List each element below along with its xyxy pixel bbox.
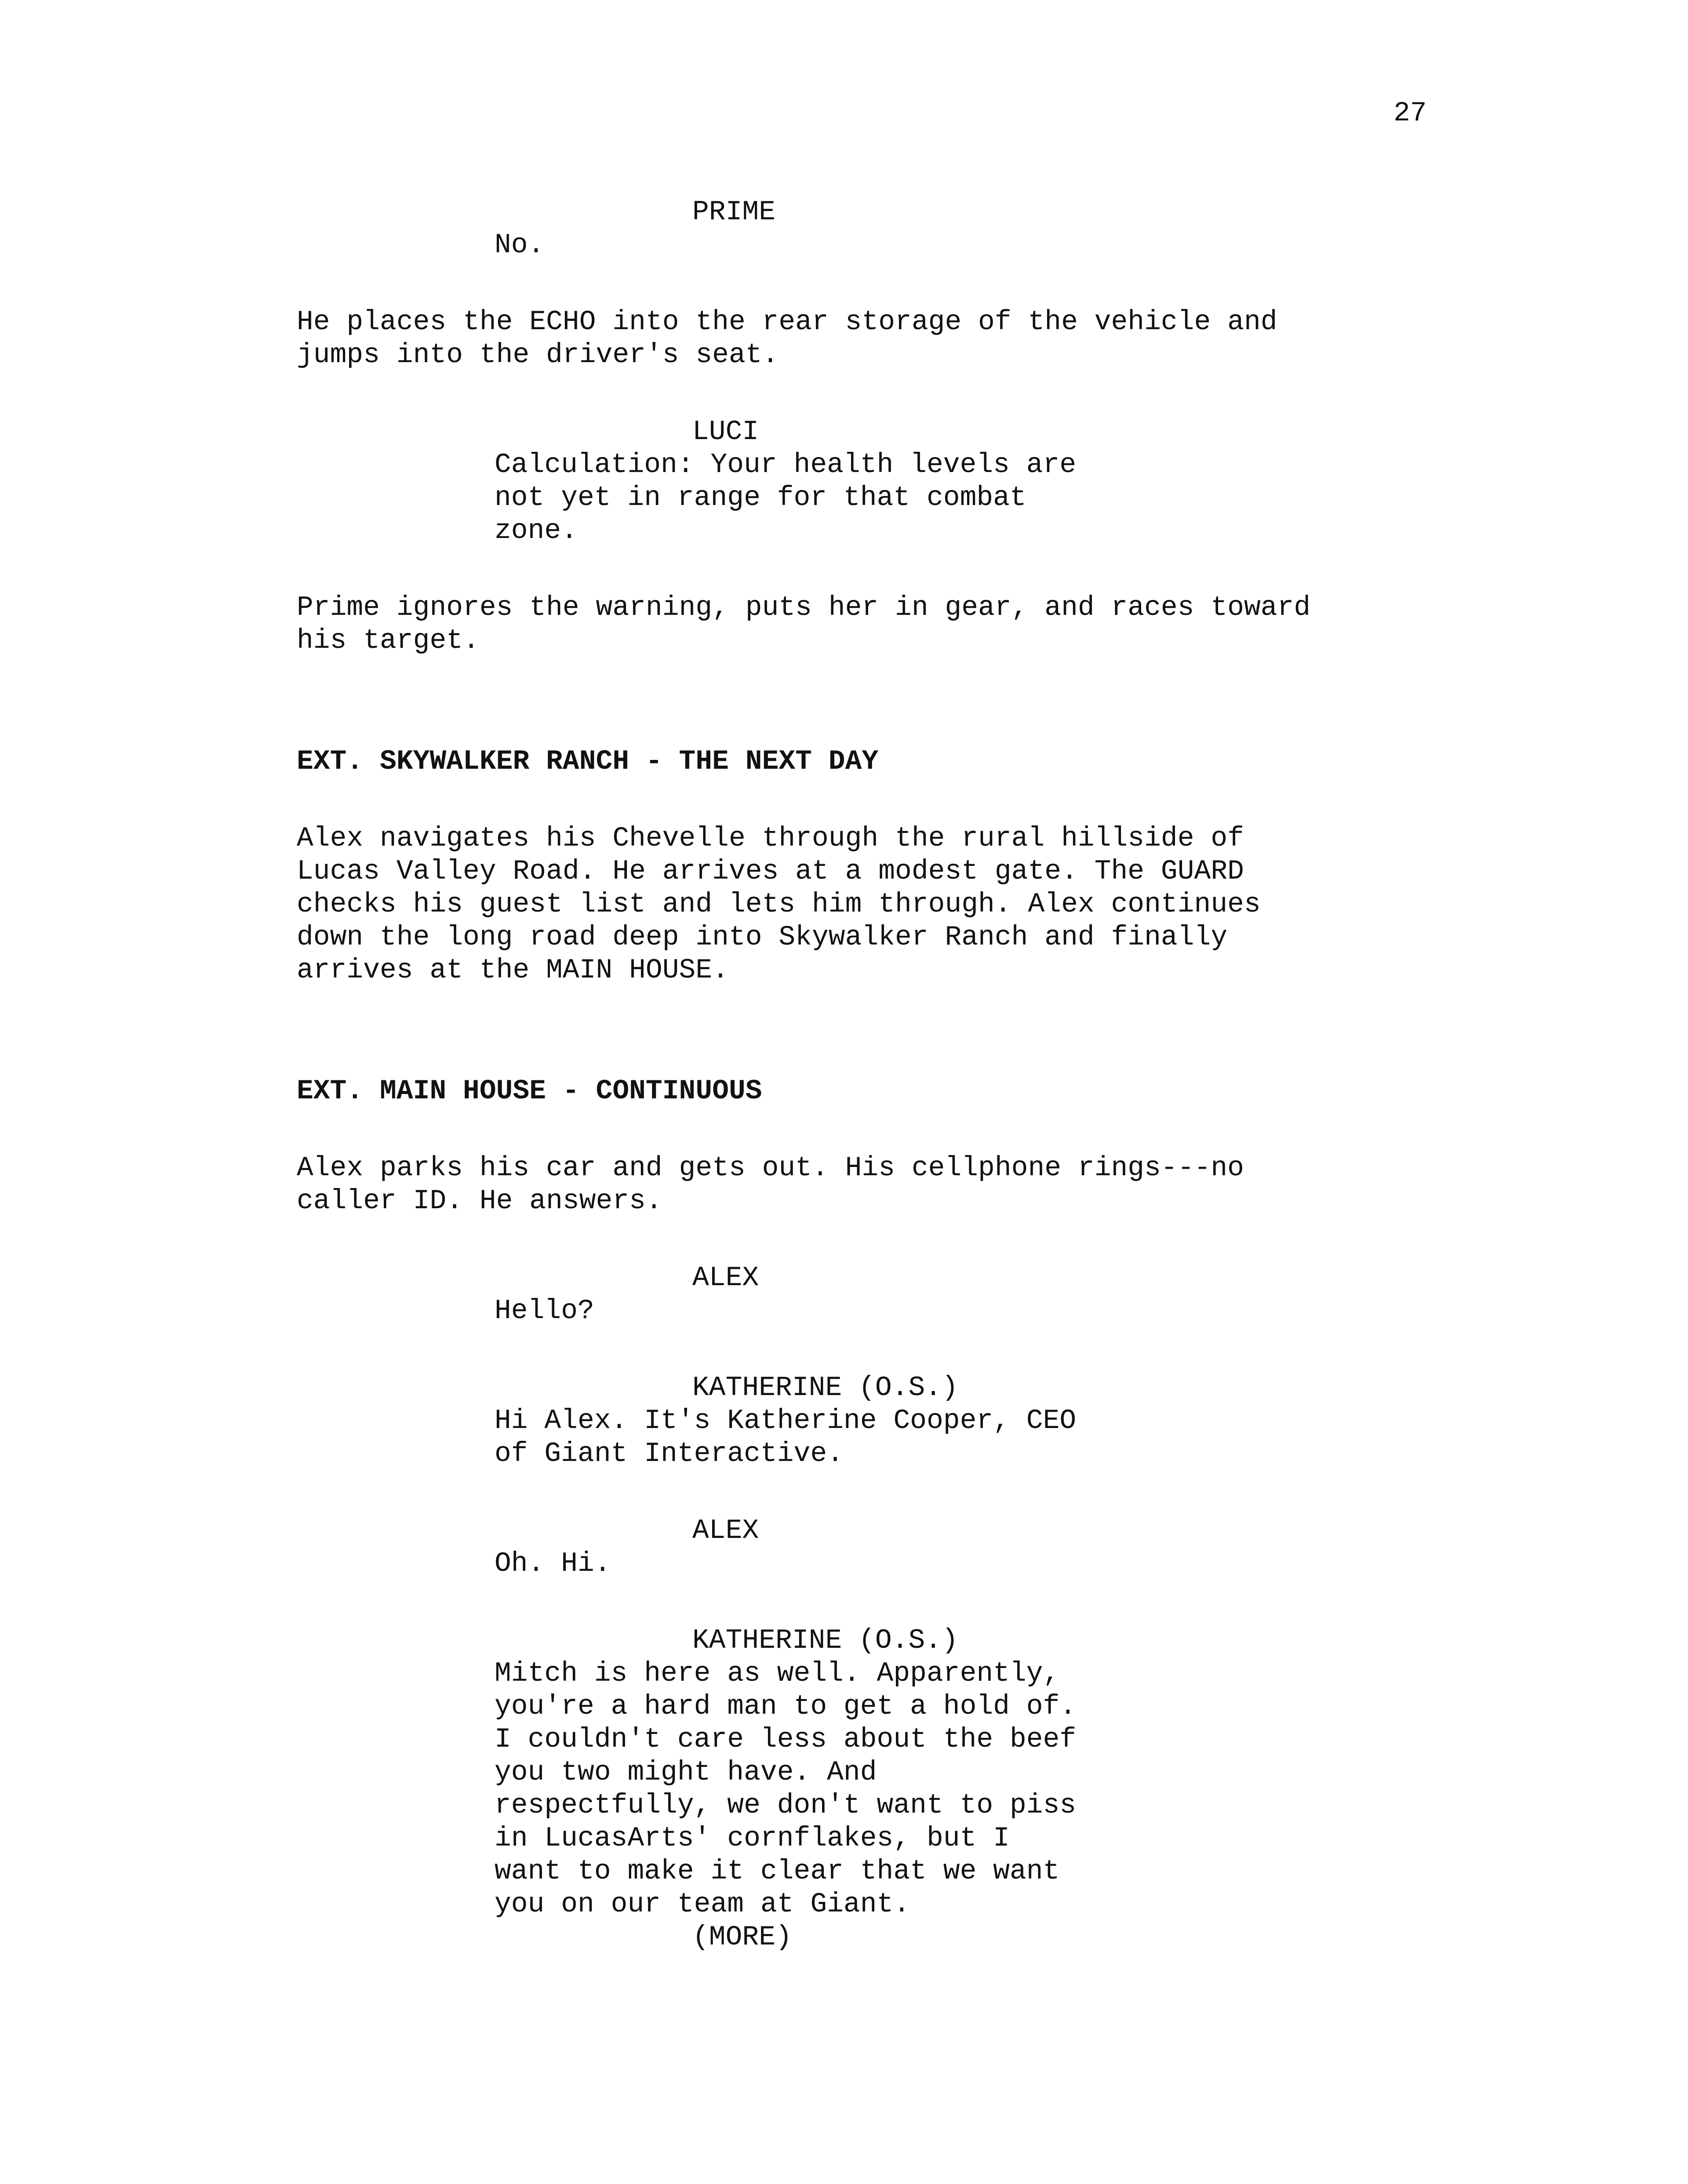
action-line: Alex parks his car and gets out. His cellphone rings---no: [297, 1152, 1244, 1184]
dialogue-line-katherine: you're a hard man to get a hold of.: [495, 1691, 1077, 1722]
dialogue-line-katherine: of Giant Interactive.: [495, 1438, 844, 1469]
dialogue-line-katherine: I couldn't care less about the beef: [495, 1724, 1077, 1755]
dialogue-line-katherine: Hi Alex. It's Katherine Cooper, CEO: [495, 1405, 1077, 1436]
page-number: 27: [1393, 98, 1427, 129]
dialogue-line-luci: not yet in range for that combat: [495, 482, 1026, 513]
action-line: arrives at the MAIN HOUSE.: [297, 955, 729, 986]
character-cue-luci: LUCI: [692, 416, 759, 447]
action-line: caller ID. He answers.: [297, 1185, 662, 1217]
dialogue-line-alex: Oh. Hi.: [495, 1548, 611, 1579]
dialogue-line-prime: No.: [495, 229, 545, 261]
scene-heading: EXT. SKYWALKER RANCH - THE NEXT DAY: [297, 746, 879, 777]
character-cue-alex: ALEX: [692, 1262, 759, 1294]
action-line: his target.: [297, 625, 480, 656]
dialogue-line-katherine: respectfully, we don't want to piss: [495, 1790, 1077, 1821]
action-line: jumps into the driver's seat.: [297, 339, 779, 371]
dialogue-line-katherine: in LucasArts' cornflakes, but I: [495, 1823, 1010, 1854]
dialogue-line-luci: zone.: [495, 515, 578, 546]
more-marker: (MORE): [692, 1922, 792, 1953]
action-line: down the long road deep into Skywalker Ranch and finally: [297, 922, 1228, 953]
action-line: He places the ECHO into the rear storage of the vehicle and: [297, 306, 1277, 338]
character-cue-prime: PRIME: [692, 196, 776, 228]
scene-heading: EXT. MAIN HOUSE - CONTINUOUS: [297, 1076, 762, 1107]
action-line: checks his guest list and lets him through. Alex continues: [297, 889, 1261, 920]
dialogue-line-katherine: you on our team at Giant.: [495, 1889, 910, 1920]
dialogue-line-alex: Hello?: [495, 1295, 594, 1326]
action-line: Lucas Valley Road. He arrives at a modest gate. The GUARD: [297, 856, 1244, 887]
dialogue-line-katherine: want to make it clear that we want: [495, 1856, 1060, 1887]
character-cue-katherine: KATHERINE (O.S.): [692, 1372, 958, 1403]
action-line: Alex navigates his Chevelle through the rural hillside of: [297, 823, 1244, 854]
dialogue-line-luci: Calculation: Your health levels are: [495, 449, 1077, 480]
dialogue-line-katherine: Mitch is here as well. Apparently,: [495, 1658, 1060, 1689]
action-line: Prime ignores the warning, puts her in gear, and races toward: [297, 592, 1311, 623]
character-cue-alex: ALEX: [692, 1515, 759, 1546]
dialogue-line-katherine: you two might have. And: [495, 1757, 877, 1788]
character-cue-katherine: KATHERINE (O.S.): [692, 1625, 958, 1656]
